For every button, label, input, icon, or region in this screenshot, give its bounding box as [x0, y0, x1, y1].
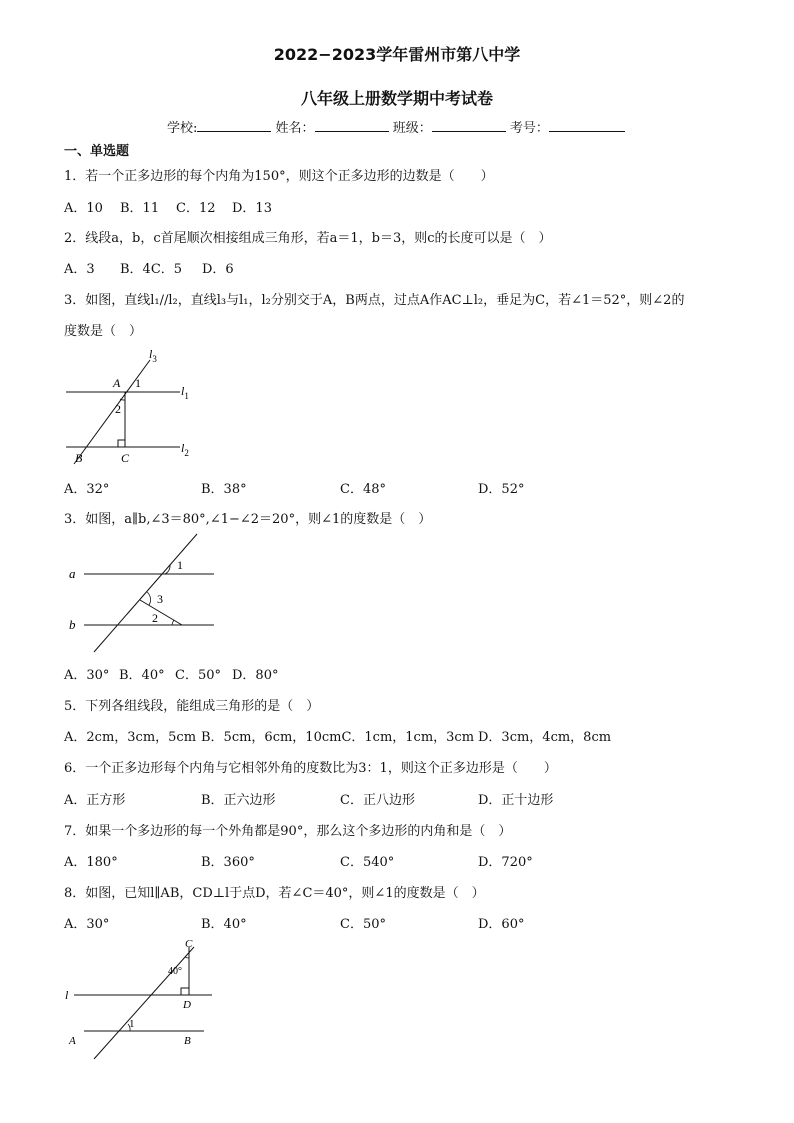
q3a-stem-line2: 度数是（ ）: [64, 324, 143, 339]
transversal: [94, 534, 197, 652]
q7-option-d[interactable]: D．720°: [478, 855, 533, 870]
q6-option-d[interactable]: D．正十边形: [478, 793, 554, 808]
q8-figure: [60, 935, 220, 1063]
angle-c-arc: [185, 957, 189, 958]
q3a-figure: [60, 340, 210, 468]
label-angle1: 1: [129, 1018, 135, 1030]
q3a-option-c[interactable]: C．48°: [340, 482, 386, 497]
q2-option-a[interactable]: A．3: [64, 262, 95, 277]
q8-stem: 8．如图，已知l∥AB，CD⊥l于点D，若∠C＝40°，则∠1的度数是（ ）: [64, 886, 485, 901]
label-b: B: [75, 451, 83, 465]
label-a: a: [69, 566, 76, 581]
q3b-option-b[interactable]: B．40°: [119, 668, 165, 683]
q3b-option-c[interactable]: C．50°: [175, 668, 221, 683]
label-c: C: [121, 451, 130, 465]
q8-option-c[interactable]: C．50°: [340, 917, 386, 932]
label-l2: $l_2$: [181, 441, 189, 458]
q1-option-c[interactable]: C．12: [176, 201, 216, 216]
label-b: B: [184, 1035, 191, 1047]
label-angle2: 2: [152, 611, 158, 625]
q1-stem: 1．若一个正多边形的每个内角为150°，则这个正多边形的边数是（ ）: [64, 169, 494, 184]
label-c: C: [185, 938, 193, 950]
label-l: l: [65, 988, 69, 1002]
q6-option-c[interactable]: C．正八边形: [340, 793, 415, 808]
class-label: 班级：: [392, 121, 432, 136]
q1-option-a[interactable]: A．10: [64, 201, 103, 216]
q3b-figure: [64, 528, 224, 658]
school-label: 学校:: [167, 121, 198, 136]
school-blank[interactable]: [197, 119, 271, 132]
q5-option-d[interactable]: D．3cm，4cm，8cm: [478, 730, 612, 745]
q2-option-d[interactable]: D．6: [202, 262, 234, 277]
q1-option-b[interactable]: B．11: [120, 201, 160, 216]
q8-option-b[interactable]: B．40°: [201, 917, 247, 932]
q8-option-a[interactable]: A．30°: [64, 917, 110, 932]
label-angle2: 2: [115, 402, 121, 416]
label-a: A: [113, 376, 121, 390]
q3b-option-d[interactable]: D．80°: [232, 668, 279, 683]
label-angle1: 1: [177, 558, 183, 572]
class-blank[interactable]: [432, 119, 506, 132]
right-angle-mark: [118, 440, 125, 447]
label-angle1: 1: [135, 376, 141, 390]
angle3-arc: [147, 592, 151, 605]
label-40: 40°: [168, 966, 182, 977]
section-title: 一、单选题: [64, 144, 130, 159]
q5-stem: 5．下列各组线段，能组成三角形的是（ ）: [64, 699, 320, 714]
q7-option-b[interactable]: B．360°: [201, 855, 255, 870]
angle2-arc: [172, 620, 174, 625]
q7-stem: 7．如果一个多边形的每一个外角都是90°，那么这个多边形的内角和是（ ）: [64, 824, 512, 839]
q3b-option-a[interactable]: A．30°: [64, 668, 110, 683]
q3b-stem: 3．如图，a∥b,∠3＝80°,∠1−∠2＝20°，则∠1的度数是（ ）: [64, 512, 432, 527]
name-blank[interactable]: [315, 119, 389, 132]
q3a-option-d[interactable]: D．52°: [478, 482, 525, 497]
q7-option-c[interactable]: C．540°: [340, 855, 395, 870]
info-row: [167, 117, 625, 136]
label-b: b: [69, 617, 76, 632]
label-l3: $l_3$: [149, 347, 157, 364]
exam-title-line2: 八年级上册数学期中考试卷: [300, 89, 493, 108]
transversal: [94, 947, 194, 1059]
q6-option-a[interactable]: A．正方形: [64, 793, 126, 808]
label-angle3: 3: [157, 592, 163, 606]
label-a: A: [69, 1035, 76, 1047]
right-angle-mark: [181, 988, 189, 995]
q3a-stem-line1: 3．如图，直线l₁//l₂，直线l₃与l₁，l₂分别交于A，B两点，过点A作AC⊥l₂，垂足为C，若∠1＝52°，则∠2的: [64, 293, 685, 308]
q5-option-a[interactable]: A．2cm，3cm，5cm: [64, 730, 197, 745]
exam-title-line1: 2022−2023学年雷州市第八中学: [273, 45, 521, 64]
number-blank[interactable]: [549, 119, 625, 132]
q2-stem: 2．线段a，b，c首尾顺次相接组成三角形，若a＝1，b＝3，则c的长度可以是（ ）: [64, 231, 552, 246]
label-l1: $l_1$: [181, 384, 189, 401]
label-d: D: [183, 999, 191, 1011]
q3a-option-a[interactable]: A．32°: [64, 482, 110, 497]
q8-option-d[interactable]: D．60°: [478, 917, 525, 932]
number-label: 考号：: [509, 121, 549, 136]
q5-option-bc[interactable]: B．5cm，6cm，10cmC．1cm，1cm，3cm: [201, 730, 475, 745]
q7-option-a[interactable]: A．180°: [64, 855, 118, 870]
q1-option-d[interactable]: D．13: [232, 201, 272, 216]
q2-option-bc[interactable]: B．4C．5: [120, 262, 183, 277]
q3a-option-b[interactable]: B．38°: [201, 482, 247, 497]
q6-stem: 6．一个正多边形每个内角与它相邻外角的度数比为3：1，则这个正多边形是（ ）: [64, 761, 557, 776]
name-label: 姓名：: [275, 121, 315, 136]
q6-option-b[interactable]: B．正六边形: [201, 793, 276, 808]
